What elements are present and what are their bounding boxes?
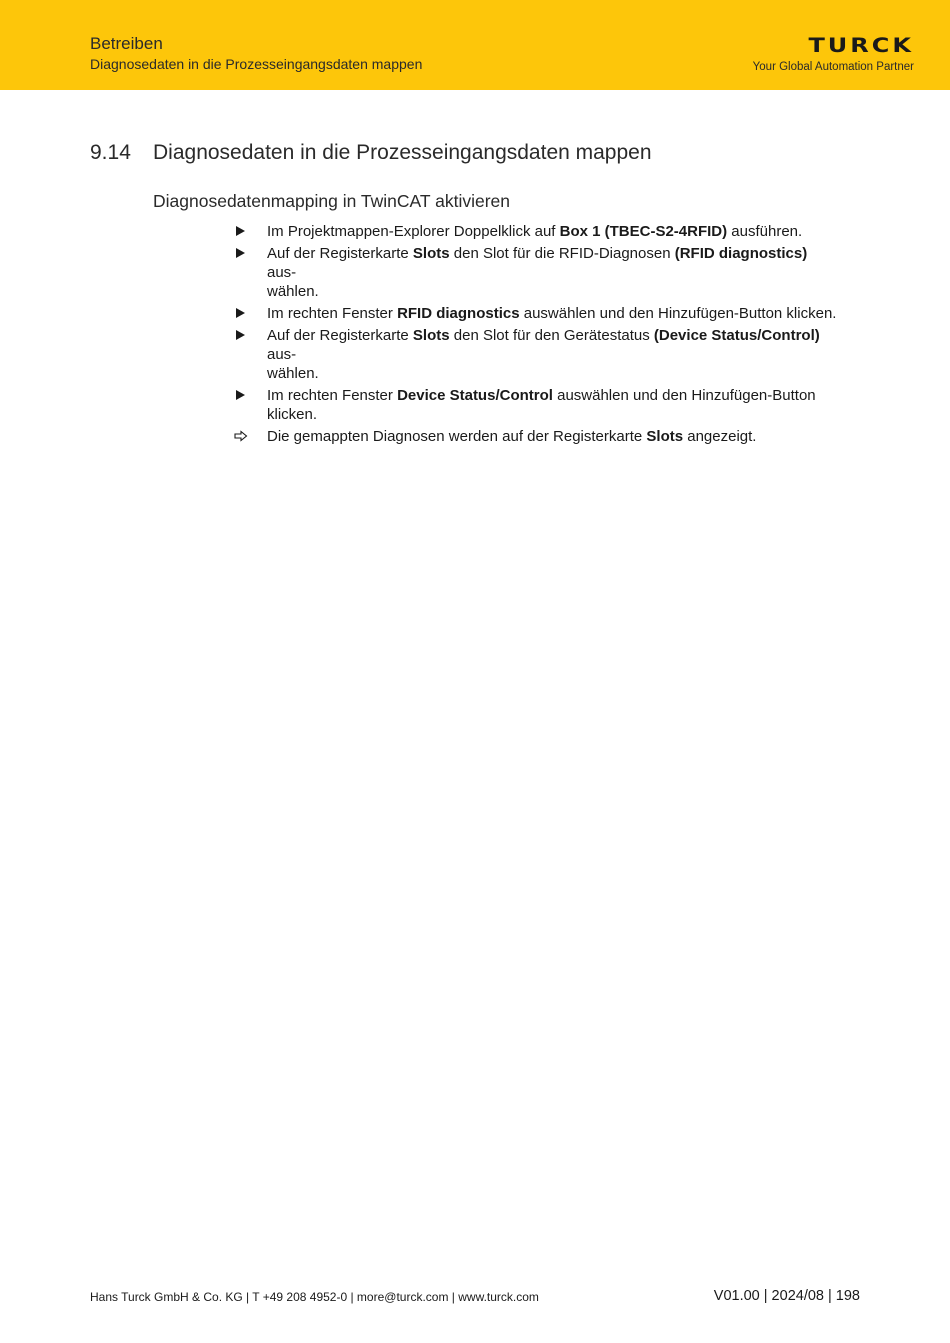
logo-tagline: Your Global Automation Partner: [752, 61, 914, 73]
list-item: [230, 386, 840, 424]
step-emphasis: Box 1 (TBEC-S2-4RFID): [559, 223, 728, 240]
result-arrow-icon: [234, 429, 248, 443]
footer-version: V01.00 | 2024/08 | 198: [713, 1288, 860, 1304]
step-text: Im Projektmappen-Explorer Doppelklick auf: [267, 223, 560, 240]
step-text: Die gemappten Diagnosen werden auf der Registerkarte: [267, 428, 647, 445]
logo-wordmark: TURCK: [808, 33, 914, 57]
list-item: [230, 326, 840, 383]
step-text: Auf der Registerkarte: [267, 327, 413, 344]
step-text: aus- wählen.: [267, 346, 319, 382]
triangle-bullet-icon: [234, 328, 248, 342]
step-text: Im rechten Fenster: [267, 387, 398, 404]
step-text: den Slot für den Gerätestatus: [449, 327, 654, 344]
list-item: [230, 304, 840, 323]
header-section: Diagnosedaten in die Prozesseingangsdaten mappen: [90, 56, 423, 72]
list-item: [230, 222, 840, 241]
triangle-bullet-icon: [234, 246, 248, 260]
step-emphasis: Slots: [412, 245, 450, 262]
list-item: [230, 244, 840, 301]
step-emphasis: Slots: [646, 428, 684, 445]
step-emphasis: Device Status/Control: [397, 387, 553, 404]
triangle-bullet-icon: [234, 388, 248, 402]
step-text: aus- wählen.: [267, 264, 319, 300]
subsection-heading: Diagnosedatenmapping in TwinCAT aktivieren: [153, 191, 511, 211]
step-text: auswählen und den Hinzufügen-Button klicken.: [519, 305, 837, 322]
step-emphasis: RFID diagnostics: [397, 305, 520, 322]
section-heading: [90, 140, 870, 166]
step-text: den Slot für die RFID-Diagnosen: [449, 245, 675, 262]
triangle-bullet-icon: [234, 306, 248, 320]
step-emphasis: (RFID diagnostics): [674, 245, 808, 262]
step-emphasis: (Device Status/Control): [653, 327, 820, 344]
section-number: 9.14: [90, 141, 131, 164]
step-text: Im rechten Fenster: [267, 305, 398, 322]
header-chapter: Betreiben: [90, 34, 163, 53]
step-text: angezeigt.: [683, 428, 757, 445]
section-title: Diagnosedaten in die Prozesseingangsdaten mappen: [153, 141, 652, 164]
turck-logo: [730, 33, 914, 77]
page-header: [0, 0, 950, 90]
footer-company: Hans Turck GmbH & Co. KG | T +49 208 4952-0 | more@turck.com | www.turck.com: [90, 1290, 539, 1304]
step-text: Auf der Registerkarte: [267, 245, 413, 262]
step-text: auswählen und den Hinzufügen-Button klicken.: [267, 387, 816, 423]
step-emphasis: Slots: [412, 327, 450, 344]
instruction-list: [230, 222, 840, 449]
list-item: [230, 427, 840, 446]
step-text: ausführen.: [727, 223, 803, 240]
triangle-bullet-icon: [234, 224, 248, 238]
